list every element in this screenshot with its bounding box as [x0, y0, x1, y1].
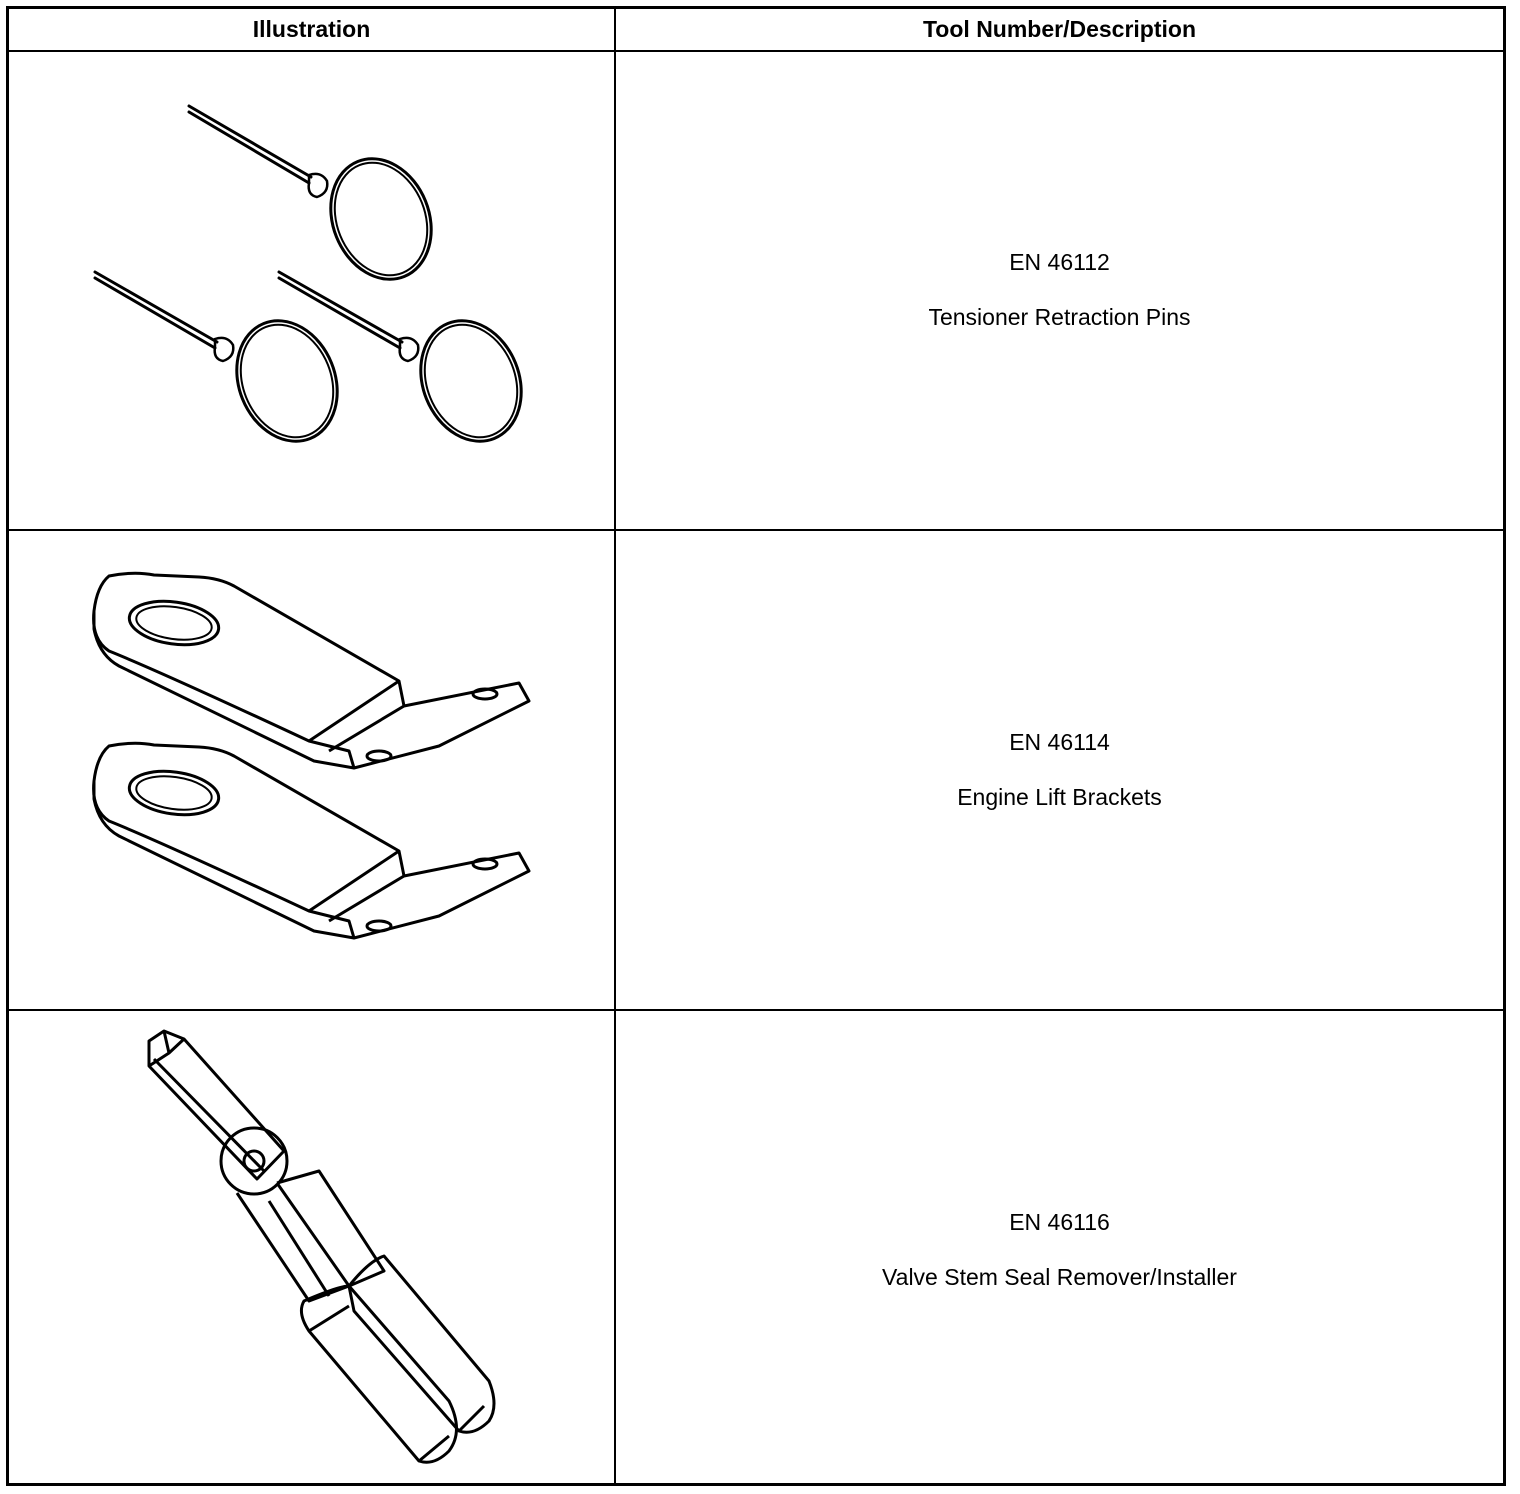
tool-description: Engine Lift Brackets [957, 784, 1162, 810]
table-header [9, 9, 1503, 52]
retraction-pins-icon [9, 51, 614, 529]
header-tool-description: Tool Number/Description [922, 16, 1197, 42]
seal-pliers-icon [9, 1011, 614, 1483]
table-row [9, 51, 1503, 531]
table-row [9, 1011, 1503, 1483]
tool-description-cell [616, 1011, 1503, 1483]
lift-brackets-icon [9, 531, 614, 1009]
tool-description-cell [616, 531, 1503, 1009]
tool-description-cell [616, 51, 1503, 529]
table-row [9, 531, 1503, 1011]
header-illustration: Illustration [252, 16, 371, 42]
tool-number: EN 46114 [1009, 729, 1110, 755]
tool-description: Valve Stem Seal Remover/Installer [882, 1264, 1237, 1290]
tool-description: Tensioner Retraction Pins [928, 304, 1191, 330]
tools-table [6, 6, 1506, 1486]
tool-number: EN 46112 [1009, 249, 1110, 275]
tool-number: EN 46116 [1009, 1209, 1110, 1235]
